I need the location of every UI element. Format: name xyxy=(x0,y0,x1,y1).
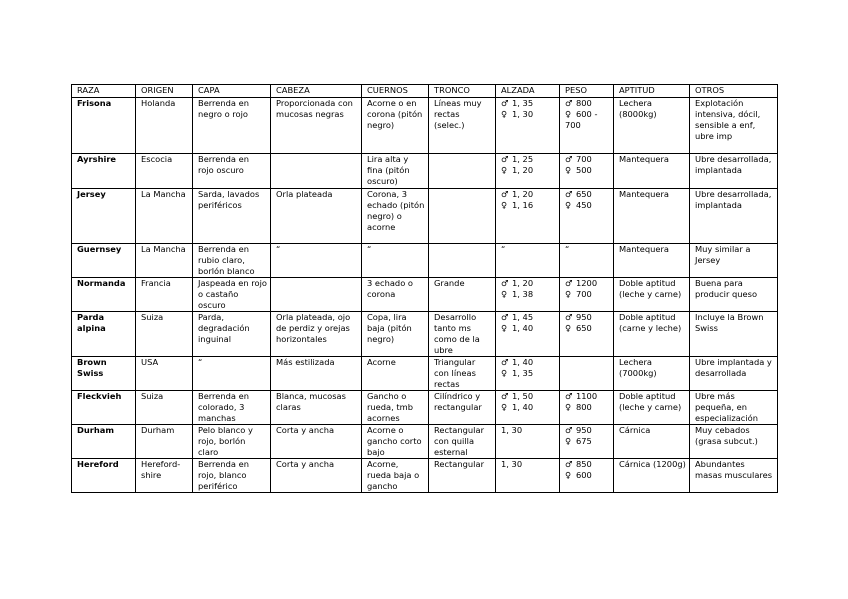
peso-female: 600 xyxy=(576,470,592,480)
cell-raza: Frisona xyxy=(72,98,136,154)
cell-capa: Berrenda en rojo, blanco periférico xyxy=(193,459,271,493)
male-symbol-icon: ♂ xyxy=(565,278,573,288)
table-row xyxy=(72,278,778,312)
alzada-male: 1, 45 xyxy=(512,312,534,322)
cell-peso xyxy=(560,425,614,459)
cell-cuernos: 3 echado o corona xyxy=(362,278,429,312)
cell-cuernos: Copa, lira baja (pitón negro) xyxy=(362,312,429,357)
cell-peso xyxy=(560,278,614,312)
cell-tronco: Rectangular con quilla esternal xyxy=(429,425,496,459)
cell-origen: Escocia xyxy=(136,154,193,189)
alzada-female-line xyxy=(501,109,556,120)
cell-peso xyxy=(560,154,614,189)
header-row xyxy=(72,85,778,98)
cell-alzada xyxy=(496,189,560,244)
cell-tronco xyxy=(429,189,496,244)
cell-alzada xyxy=(496,357,560,391)
cell-aptitud: Doble aptitud (carne y leche) xyxy=(614,312,690,357)
peso-male-line xyxy=(565,98,610,109)
table-row xyxy=(72,425,778,459)
male-symbol-icon: ♂ xyxy=(501,357,509,367)
table-row xyxy=(72,459,778,493)
cell-tronco: Desarrollo tanto ms como de la ubre xyxy=(429,312,496,357)
alzada-female: 1, 20 xyxy=(512,165,534,175)
cell-peso xyxy=(560,459,614,493)
peso-female-line xyxy=(565,323,610,334)
female-symbol-icon: ♀ xyxy=(501,289,508,299)
cell-cuernos: Lira alta y fina (pitón oscuro) xyxy=(362,154,429,189)
peso-female-line xyxy=(565,436,610,447)
cell-capa: Berrenda en negro o rojo xyxy=(193,98,271,154)
female-symbol-icon: ♀ xyxy=(501,368,508,378)
alzada-male-line xyxy=(501,189,556,200)
cell-origen: Suiza xyxy=(136,391,193,425)
cell-aptitud: Cárnica xyxy=(614,425,690,459)
cell-capa: Sarda, lavados periféricos xyxy=(193,189,271,244)
cell-aptitud: Lechera (8000kg) xyxy=(614,98,690,154)
table-row xyxy=(72,98,778,154)
cell-alzada xyxy=(496,391,560,425)
female-symbol-icon: ♀ xyxy=(565,402,572,412)
male-symbol-icon: ♂ xyxy=(565,391,573,401)
cell-raza: Jersey xyxy=(72,189,136,244)
cell-capa: “ xyxy=(193,357,271,391)
alzada-male: 1, 40 xyxy=(512,357,534,367)
peso-male: 1100 xyxy=(576,391,598,401)
alzada-female-line xyxy=(501,200,556,211)
cell-tronco xyxy=(429,244,496,278)
cell-origen: Holanda xyxy=(136,98,193,154)
cell-cuernos: Gancho o rueda, tmb acornes xyxy=(362,391,429,425)
female-symbol-icon: ♀ xyxy=(501,323,508,333)
alzada-female-line xyxy=(501,323,556,334)
alzada-female-line xyxy=(501,165,556,176)
peso-male: 1200 xyxy=(576,278,598,288)
cell-tronco: Triangular con líneas rectas xyxy=(429,357,496,391)
header-capa: CAPA xyxy=(193,85,271,98)
cell-cabeza: Corta y ancha xyxy=(271,459,362,493)
table-row xyxy=(72,312,778,357)
cell-peso xyxy=(560,357,614,391)
cell-aptitud: Mantequera xyxy=(614,154,690,189)
female-symbol-icon: ♀ xyxy=(565,289,572,299)
header-origen: ORIGEN xyxy=(136,85,193,98)
cell-cabeza: Orla plateada xyxy=(271,189,362,244)
cell-alzada: 1, 30 xyxy=(496,459,560,493)
cell-origen: La Mancha xyxy=(136,244,193,278)
male-symbol-icon: ♂ xyxy=(565,312,573,322)
male-symbol-icon: ♂ xyxy=(565,459,573,469)
peso-female: 450 xyxy=(576,200,592,210)
cell-otros: Ubre desarrollada, implantada xyxy=(690,154,778,189)
female-symbol-icon: ♀ xyxy=(501,165,508,175)
header-peso: PESO xyxy=(560,85,614,98)
peso-male-line xyxy=(565,391,610,402)
female-symbol-icon: ♀ xyxy=(501,109,508,119)
cell-peso: “ xyxy=(560,244,614,278)
alzada-female: 1, 40 xyxy=(512,402,534,412)
peso-female: 675 xyxy=(576,436,592,446)
male-symbol-icon: ♂ xyxy=(501,312,509,322)
female-symbol-icon: ♀ xyxy=(565,165,572,175)
alzada-male: 1, 35 xyxy=(512,98,534,108)
cell-otros: Abundantes masas musculares xyxy=(690,459,778,493)
cell-cabeza xyxy=(271,154,362,189)
male-symbol-icon: ♂ xyxy=(501,391,509,401)
alzada-male-line xyxy=(501,98,556,109)
alzada-female: 1, 40 xyxy=(512,323,534,333)
alzada-male: 1, 20 xyxy=(512,278,534,288)
cell-tronco: Rectangular xyxy=(429,459,496,493)
peso-male-line xyxy=(565,278,610,289)
cell-capa: Parda, degradación inguinal xyxy=(193,312,271,357)
header-alzada: ALZADA xyxy=(496,85,560,98)
table-row xyxy=(72,189,778,244)
cell-cuernos: “ xyxy=(362,244,429,278)
header-aptitud: APTITUD xyxy=(614,85,690,98)
cell-raza: Brown Swiss xyxy=(72,357,136,391)
cell-cabeza xyxy=(271,278,362,312)
cell-peso xyxy=(560,312,614,357)
peso-male: 950 xyxy=(576,425,592,435)
cell-raza: Guernsey xyxy=(72,244,136,278)
cell-alzada xyxy=(496,154,560,189)
cell-otros: Ubre más pequeña, en especialización xyxy=(690,391,778,425)
cell-otros: Ubre desarrollada, implantada xyxy=(690,189,778,244)
peso-male: 850 xyxy=(576,459,592,469)
peso-male-line xyxy=(565,425,610,436)
cell-peso xyxy=(560,189,614,244)
cell-origen: Francia xyxy=(136,278,193,312)
male-symbol-icon: ♂ xyxy=(565,154,573,164)
alzada-female: 1, 30 xyxy=(512,109,534,119)
peso-female: 600 - 700 xyxy=(565,109,598,130)
cell-tronco: Cilíndrico y rectangular xyxy=(429,391,496,425)
alzada-female-line xyxy=(501,402,556,413)
cell-origen: La Mancha xyxy=(136,189,193,244)
cell-origen: Durham xyxy=(136,425,193,459)
alzada-male: 1, 25 xyxy=(512,154,534,164)
cell-tronco xyxy=(429,154,496,189)
male-symbol-icon: ♂ xyxy=(501,98,509,108)
cell-cabeza: Corta y ancha xyxy=(271,425,362,459)
alzada-female-line xyxy=(501,289,556,300)
male-symbol-icon: ♂ xyxy=(565,98,573,108)
cell-origen: Hereford-shire xyxy=(136,459,193,493)
cell-raza: Normanda xyxy=(72,278,136,312)
male-symbol-icon: ♂ xyxy=(565,425,573,435)
cell-raza: Parda alpina xyxy=(72,312,136,357)
alzada-male: 1, 50 xyxy=(512,391,534,401)
alzada-male-line xyxy=(501,154,556,165)
alzada-male: 1, 20 xyxy=(512,189,534,199)
cell-cuernos: Corona, 3 echado (pitón negro) o acorne xyxy=(362,189,429,244)
female-symbol-icon: ♀ xyxy=(565,323,572,333)
cell-capa: Pelo blanco y rojo, borlón claro xyxy=(193,425,271,459)
cell-raza: Fleckvieh xyxy=(72,391,136,425)
cell-cuernos: Acorne o gancho corto bajo xyxy=(362,425,429,459)
male-symbol-icon: ♂ xyxy=(501,154,509,164)
breeds-table xyxy=(71,84,778,493)
alzada-male-line xyxy=(501,312,556,323)
cell-aptitud: Mantequera xyxy=(614,244,690,278)
alzada-male-line xyxy=(501,357,556,368)
peso-male: 700 xyxy=(576,154,592,164)
alzada-female-line xyxy=(501,368,556,379)
female-symbol-icon: ♀ xyxy=(565,470,572,480)
peso-female: 500 xyxy=(576,165,592,175)
female-symbol-icon: ♀ xyxy=(565,436,572,446)
table-row xyxy=(72,391,778,425)
peso-male-line xyxy=(565,312,610,323)
female-symbol-icon: ♀ xyxy=(501,402,508,412)
alzada-male-line xyxy=(501,391,556,402)
cell-aptitud: Cárnica (1200g) xyxy=(614,459,690,493)
cell-peso xyxy=(560,98,614,154)
cell-aptitud: Doble aptitud (leche y carne) xyxy=(614,278,690,312)
male-symbol-icon: ♂ xyxy=(501,189,509,199)
cell-origen: USA xyxy=(136,357,193,391)
cell-peso xyxy=(560,391,614,425)
cell-otros: Incluye la Brown Swiss xyxy=(690,312,778,357)
cell-cabeza: Proporcionada con mucosas negras xyxy=(271,98,362,154)
cell-alzada xyxy=(496,98,560,154)
alzada-female: 1, 16 xyxy=(512,200,534,210)
peso-male-line xyxy=(565,189,610,200)
cell-alzada: 1, 30 xyxy=(496,425,560,459)
cell-cuernos: Acorne o en corona (pitón negro) xyxy=(362,98,429,154)
peso-female: 650 xyxy=(576,323,592,333)
cell-raza: Ayrshire xyxy=(72,154,136,189)
table-row xyxy=(72,357,778,391)
cell-otros: Muy cebados (grasa subcut.) xyxy=(690,425,778,459)
header-tronco: TRONCO xyxy=(429,85,496,98)
peso-female-line xyxy=(565,200,610,211)
cell-otros: Muy similar a Jersey xyxy=(690,244,778,278)
cell-origen: Suiza xyxy=(136,312,193,357)
table-row xyxy=(72,244,778,278)
male-symbol-icon: ♂ xyxy=(501,278,509,288)
alzada-male-line xyxy=(501,278,556,289)
cell-cabeza: “ xyxy=(271,244,362,278)
peso-male-line xyxy=(565,154,610,165)
peso-male: 800 xyxy=(576,98,592,108)
cell-tronco: Líneas muy rectas (selec.) xyxy=(429,98,496,154)
cell-otros: Ubre implantada y desarrollada xyxy=(690,357,778,391)
header-otros: OTROS xyxy=(690,85,778,98)
cell-cabeza: Orla plateada, ojo de perdiz y orejas horizontales xyxy=(271,312,362,357)
cell-cabeza: Blanca, mucosas claras xyxy=(271,391,362,425)
female-symbol-icon: ♀ xyxy=(565,109,572,119)
peso-female-line xyxy=(565,109,610,131)
peso-male: 950 xyxy=(576,312,592,322)
alzada-female: 1, 35 xyxy=(512,368,534,378)
peso-female: 700 xyxy=(576,289,592,299)
peso-female-line xyxy=(565,402,610,413)
cell-capa: Berrenda en rubio claro, borlón blanco xyxy=(193,244,271,278)
peso-female-line xyxy=(565,470,610,481)
female-symbol-icon: ♀ xyxy=(501,200,508,210)
cell-aptitud: Mantequera xyxy=(614,189,690,244)
cell-cuernos: Acorne, rueda baja o gancho xyxy=(362,459,429,493)
table-row xyxy=(72,154,778,189)
cell-alzada xyxy=(496,278,560,312)
header-raza: RAZA xyxy=(72,85,136,98)
cell-capa: Berrenda en rojo oscuro xyxy=(193,154,271,189)
cell-raza: Hereford xyxy=(72,459,136,493)
peso-female-line xyxy=(565,289,610,300)
cell-otros: Explotación intensiva, dócil, sensible a enf, ubre imp xyxy=(690,98,778,154)
cell-aptitud: Lechera (7000kg) xyxy=(614,357,690,391)
male-symbol-icon: ♂ xyxy=(565,189,573,199)
cell-capa: Jaspeada en rojo o castaño oscuro xyxy=(193,278,271,312)
cell-alzada: “ xyxy=(496,244,560,278)
header-cabeza: CABEZA xyxy=(271,85,362,98)
cell-tronco: Grande xyxy=(429,278,496,312)
cell-cabeza: Más estilizada xyxy=(271,357,362,391)
header-cuernos: CUERNOS xyxy=(362,85,429,98)
cell-capa: Berrenda en colorado, 3 manchas xyxy=(193,391,271,425)
peso-female: 800 xyxy=(576,402,592,412)
peso-male-line xyxy=(565,459,610,470)
cell-otros: Buena para producir queso xyxy=(690,278,778,312)
female-symbol-icon: ♀ xyxy=(565,200,572,210)
cell-cuernos: Acorne xyxy=(362,357,429,391)
alzada-female: 1, 38 xyxy=(512,289,534,299)
cell-raza: Durham xyxy=(72,425,136,459)
peso-male: 650 xyxy=(576,189,592,199)
cell-alzada xyxy=(496,312,560,357)
peso-female-line xyxy=(565,165,610,176)
table-body xyxy=(72,98,778,493)
cell-aptitud: Doble aptitud (leche y carne) xyxy=(614,391,690,425)
